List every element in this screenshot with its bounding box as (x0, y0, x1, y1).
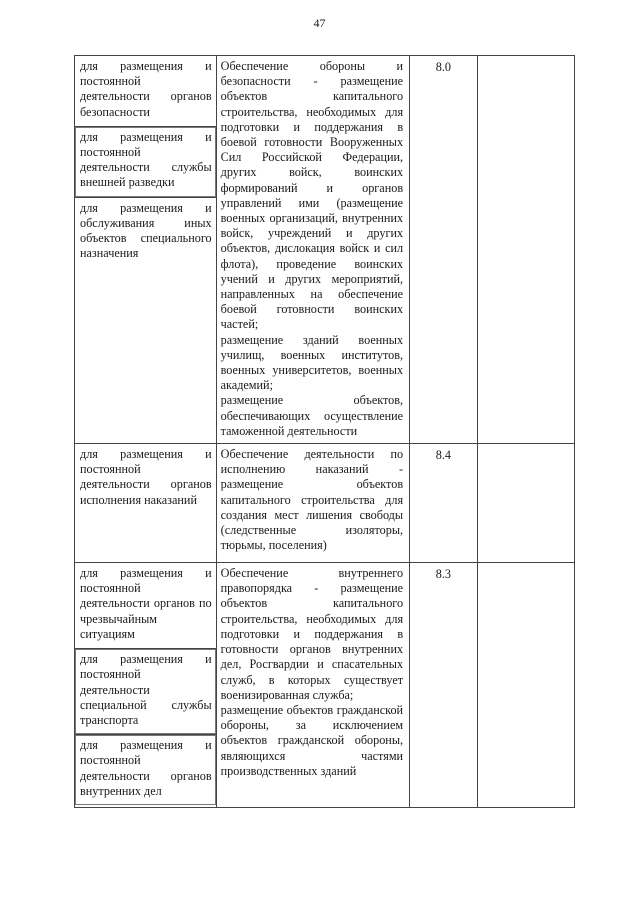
purpose-cell (75, 444, 217, 563)
page-number: 47 (313, 16, 326, 30)
purpose-item: для размещения и постоянной деятельности службы внешней разведки (75, 127, 216, 198)
land-use-table (74, 55, 575, 808)
table-row (75, 444, 575, 563)
purpose-item: для размещения и постоянной деятельности органов по чрезвычайным ситуациям (75, 563, 216, 649)
description-cell: Обеспечение деятельности по исполнению наказаний - размещение объектов капитального строительства для создания мест лишения свободы (следственные изоляторы, тюрьмы, поселения) (216, 444, 409, 563)
code-cell: 8.0 (410, 56, 478, 444)
empty-cell (477, 563, 574, 808)
description-cell: Обеспечение обороны и безопасности - размещение объектов капитального строительства, необходимых для подготовки и поддержания в боевой готовности Вооруженных Сил Российской Федерации, других войск, воинских формирований и органов управлений ими (размещение военных организаций, внутренних войск, учреждений и других объектов, дислокация войск и сил флота), проведение воинских учений и других мероприятий, направленных на обеспечение боевой готовности воинских частей; размещение зданий военных училищ, военных институтов, военных университетов, военных академий; размещение объектов, обеспечивающих осуществление таможенной деятельности (216, 56, 409, 444)
purpose-item: для размещения и обслуживания иных объектов специального назначения (80, 200, 212, 261)
table-row (75, 563, 575, 808)
purpose-cell (75, 563, 217, 808)
purpose-item: для размещения и постоянной деятельности специальной службы транспорта (75, 649, 216, 735)
empty-cell (477, 56, 574, 444)
code-cell: 8.4 (410, 444, 478, 563)
description-cell: Обеспечение внутреннего правопорядка - размещение объектов капитального строительства, необходимых для подготовки и поддержания в готовности органов внутренних дел, Росгвардии и спасательных служб, в которых существует военизированная служба; размещение объектов гражданской обороны, за исключением объектов гражданской обороны, являющихся частями производственных зданий (216, 563, 409, 808)
table-row (75, 56, 575, 444)
purpose-item: для размещения и постоянной деятельности органов безопасности (75, 56, 216, 127)
code-cell: 8.3 (410, 563, 478, 808)
purpose-item: для размещения и постоянной деятельности органов исполнения наказаний (80, 447, 212, 507)
purpose-cell (75, 56, 217, 444)
empty-cell (477, 444, 574, 563)
purpose-item: для размещения и постоянной деятельности органов внутренних дел (75, 735, 216, 805)
